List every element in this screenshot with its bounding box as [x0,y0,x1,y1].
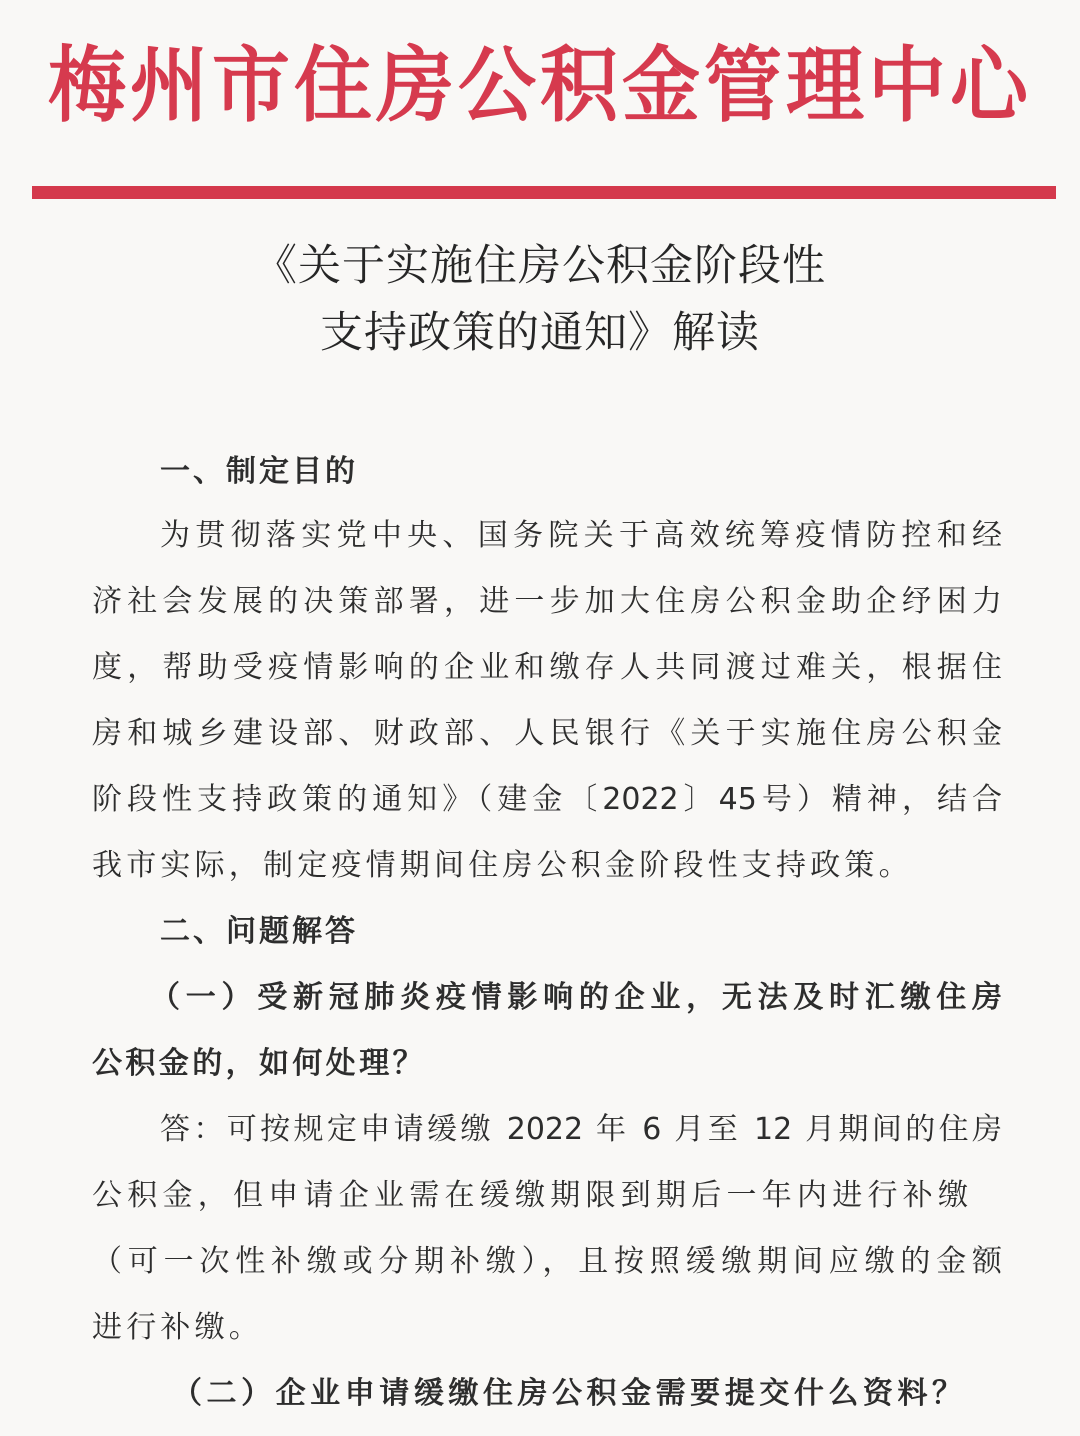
section-heading-purpose: 一、制定目的 [160,454,358,489]
answer-1-line: 答：可按规定申请缓缴 2022 年 6 月至 12 月期间的住房 [160,1112,1002,1147]
masthead-organization-name: 梅州市住房公积金管理中心 [47,37,1032,134]
answer-1-line: （可一次性补缴或分期补缴），且按照缓缴期间应缴的金额 [92,1244,1002,1279]
paragraph-line: 我市实际，制定疫情期间住房公积金阶段性支持政策。 [92,848,913,883]
paragraph-line: 阶段性支持政策的通知》（建金〔2022〕45号）精神，结合 [92,782,1002,817]
document-title-line-1: 《关于实施住房公积金阶段性 [254,241,826,291]
question-1-line: 公积金的，如何处理？ [92,1046,426,1081]
red-header-rule [32,186,1056,199]
paragraph-line: 济社会发展的决策部署，进一步加大住房公积金助企纾困力 [92,584,1002,619]
paragraph-line: 为贯彻落实党中央、国务院关于高效统筹疫情防控和经 [160,518,1002,553]
paragraph-line: 度，帮助受疫情影响的企业和缴存人共同渡过难关，根据住 [92,650,1002,685]
document-title-line-2: 支持政策的通知》解读 [320,308,760,358]
answer-1-line: 公积金，但申请企业需在缓缴期限到期后一年内进行补缴 [92,1178,968,1213]
answer-1-line: 进行补缴。 [92,1310,263,1345]
section-heading-qa: 二、问题解答 [160,914,358,949]
question-1-line: （一）受新冠肺炎疫情影响的企业，无法及时汇缴住房 [150,980,1002,1015]
paragraph-line: 房和城乡建设部、财政部、人民银行《关于实施住房公积金 [92,716,1002,751]
question-2-line: （二）企业申请缓缴住房公积金需要提交什么资料？ [172,1376,962,1411]
